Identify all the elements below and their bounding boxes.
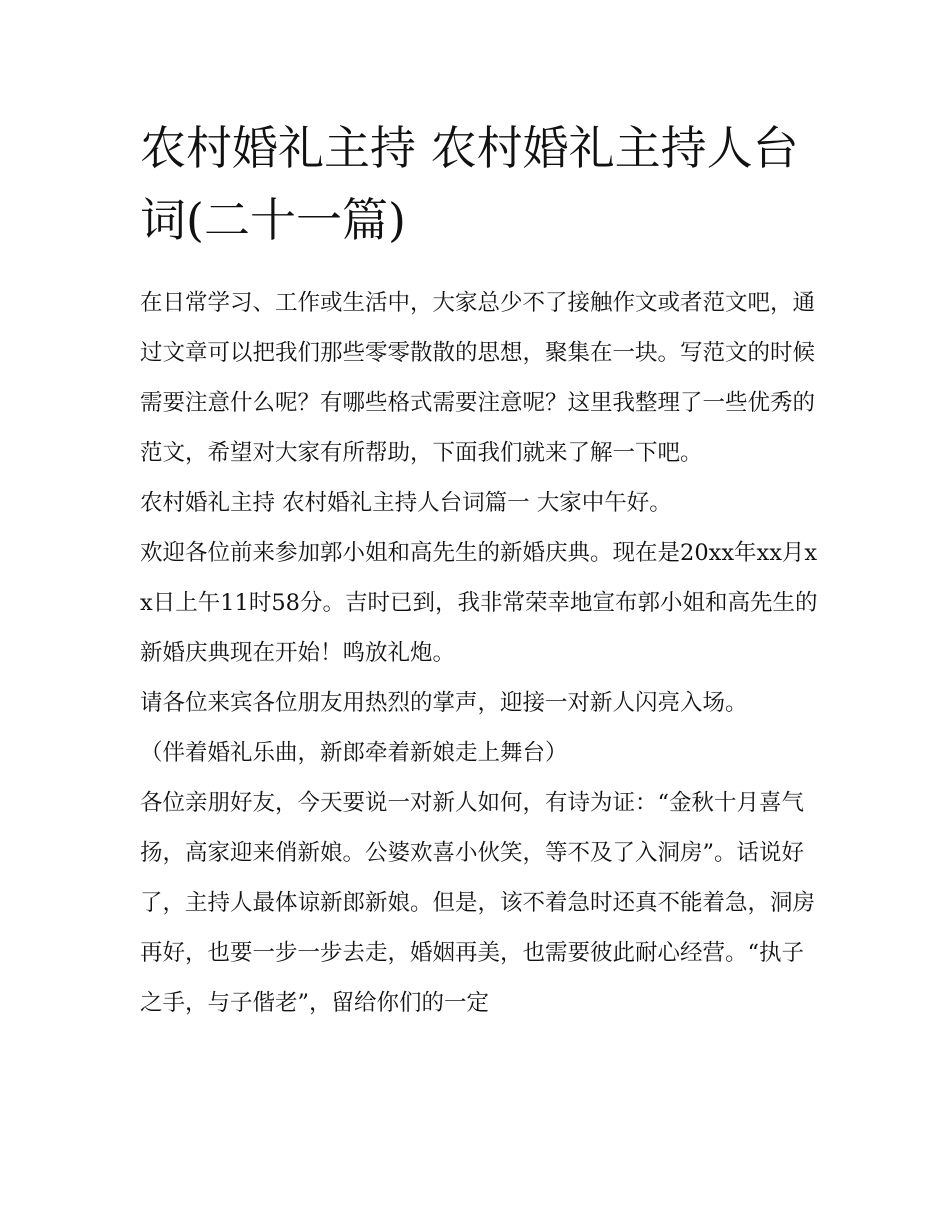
- paragraph-heading-part-one: 农村婚礼主持 农村婚礼主持人台词篇一 大家中午好。: [140, 490, 672, 516]
- document-body: [140, 278, 820, 1028]
- paragraph-intro: 在日常学习、工作或生活中，大家总少不了接触作文或者范文吧，通过文章可以把我们那些零零散散的思想，聚集在一块。写范文的时候需要注意什么呢？有哪些格式需要注意呢？这里我整理了一些优秀的范文，希望对大家有所帮助，下面我们就来了解一下吧。: [140, 290, 816, 466]
- document-title: 农村婚礼主持 农村婚礼主持人台词(二十一篇): [140, 121, 799, 247]
- paragraph-poem: 各位亲朋好友，今天要说一对新人如何，有诗为证：“金秋十月喜气扬，高家迎来俏新娘。公婆欢喜小伙笑，等不及了入洞房”。话说好了，主持人最体谅新郎新娘。但是，该不着急时还真不能着急，洞房再好，也要一步一步去走，婚姻再美，也需要彼此耐心经营。“执子之手，与子偕老”，留给你们的一定: [140, 790, 816, 1016]
- paragraph-stage-direction: （伴着婚礼乐曲，新郎牵着新娘走上舞台）: [140, 740, 568, 766]
- paragraph-welcome: 欢迎各位前来参加郭小姐和高先生的新婚庆典。现在是20xx年xx月xx日上午11时58分。吉时已到，我非常荣幸地宣布郭小姐和高先生的新婚庆典现在开始！鸣放礼炮。: [140, 540, 818, 666]
- paragraph-applause: 请各位来宾各位朋友用热烈的掌声，迎接一对新人闪亮入场。: [140, 690, 748, 716]
